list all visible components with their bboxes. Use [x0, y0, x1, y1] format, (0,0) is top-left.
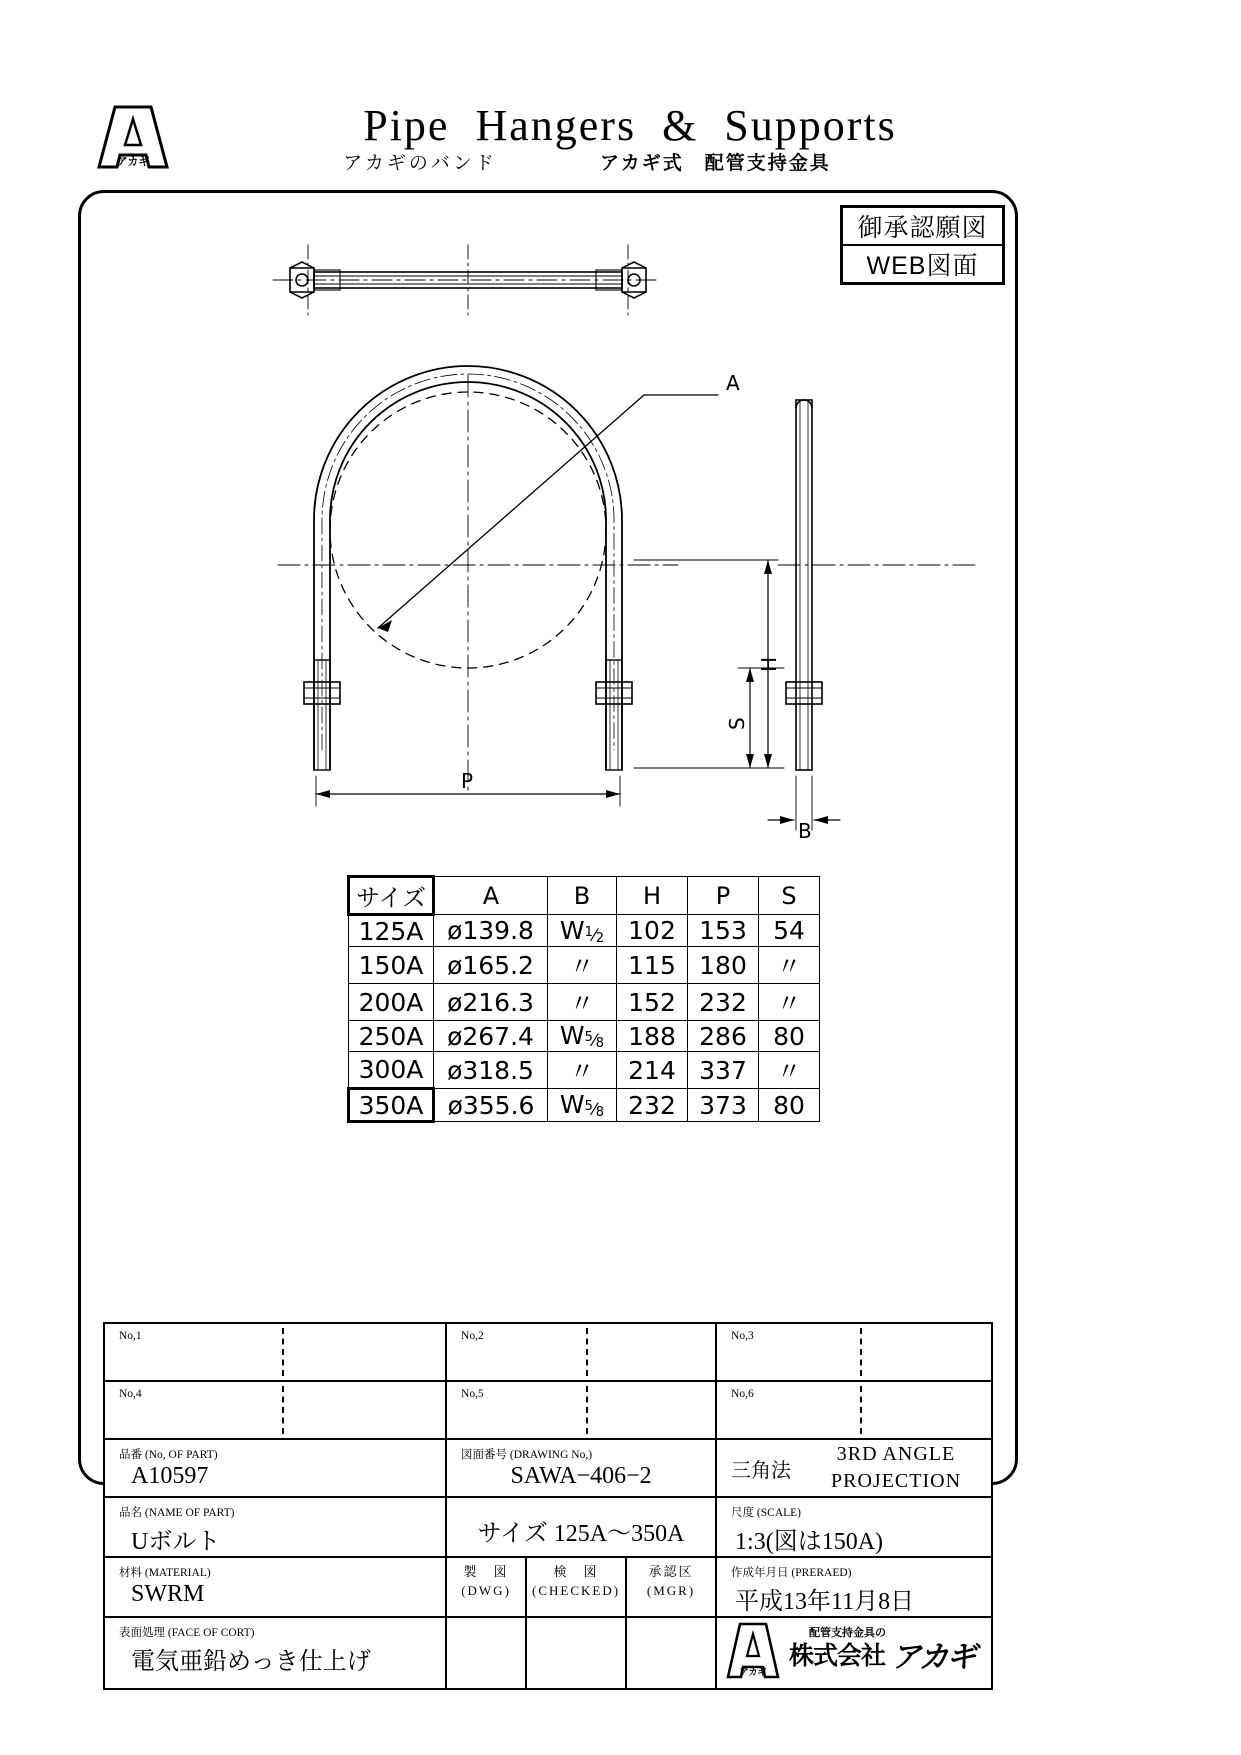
signature-dwg-box[interactable] — [446, 1617, 526, 1689]
revision-cell-5: No,5 — [446, 1381, 716, 1439]
table-row — [349, 1021, 820, 1052]
cell-divider — [282, 1386, 284, 1434]
signature-checked-box[interactable] — [526, 1617, 626, 1689]
col-header-size: サイズ — [349, 877, 434, 915]
size-range-cell — [446, 1497, 716, 1557]
cell-p: 153 — [688, 915, 759, 947]
cell-h: 115 — [617, 947, 688, 984]
cell-b: 〃 — [548, 947, 617, 984]
signature-mgr-box[interactable] — [626, 1617, 716, 1689]
stamp-line-1: 御承認願図 — [843, 208, 1002, 246]
title-block-row-no-lower — [104, 1381, 992, 1439]
cell-b: 〃 — [548, 984, 617, 1021]
cell-size: 125A — [349, 915, 434, 947]
cell-size: 350A — [349, 1089, 434, 1122]
signature-dwg-header: 製 図 (DWG) — [446, 1557, 526, 1617]
cell-p: 373 — [688, 1089, 759, 1122]
cell-h: 152 — [617, 984, 688, 1021]
cell-s: 54 — [759, 915, 820, 947]
drawing-number-cell: 図面番号 (DRAWING No,) SAWA−406−2 — [446, 1439, 716, 1497]
header-subtitle-left: アカギのバンド — [343, 153, 497, 174]
scale-value: 1:3(図は150A) — [735, 1529, 884, 1555]
cell-a: ø267.4 — [434, 1021, 548, 1052]
title-block — [103, 1322, 993, 1690]
revision-cell-4: No,4 — [104, 1381, 446, 1439]
svg-text:アカギ: アカギ — [739, 1667, 767, 1678]
cell-size: 200A — [349, 984, 434, 1021]
cell-p: 180 — [688, 947, 759, 984]
dimension-label-B: B — [798, 819, 812, 843]
cell-b: $W^5⁄_8$ — [548, 1089, 617, 1122]
cell-p: 232 — [688, 984, 759, 1021]
signature-checked-header: 検 図 (CHECKED) — [526, 1557, 626, 1617]
cell-s: 〃 — [759, 947, 820, 984]
cell-size: 300A — [349, 1052, 434, 1089]
svg-text:アカギ: アカギ — [116, 155, 150, 168]
cell-size: 150A — [349, 947, 434, 984]
company-logo-cell — [716, 1617, 992, 1689]
title-block-row-surface — [104, 1617, 992, 1689]
dimension-label-P: P — [461, 769, 474, 793]
material-value: SWRM — [131, 1581, 205, 1607]
cell-divider — [282, 1328, 284, 1376]
material-cell: 材料 (MATERIAL) SWRM — [104, 1557, 446, 1617]
title-block-row-material — [104, 1557, 992, 1617]
surface-treatment-value: 電気亜鉛めっき仕上げ — [131, 1649, 371, 1675]
cell-s: 80 — [759, 1089, 820, 1122]
cell-h: 102 — [617, 915, 688, 947]
revision-cell-1: No,1 — [104, 1323, 446, 1381]
revision-cell-2: No,2 — [446, 1323, 716, 1381]
cell-divider — [586, 1386, 588, 1434]
col-header-p: P — [688, 877, 759, 915]
cell-h: 188 — [617, 1021, 688, 1052]
company-tagline: 配管支持金具の — [809, 1627, 887, 1639]
table-row — [349, 1052, 820, 1089]
title-block-row-part-name — [104, 1497, 992, 1557]
signature-mgr-header: 承認区 (MGR) — [626, 1557, 716, 1617]
table-row — [349, 1089, 820, 1122]
front-view — [278, 366, 778, 806]
title-block-row-part-no — [104, 1439, 992, 1497]
stamp-line-2: WEB図面 — [866, 252, 979, 280]
cell-h: 232 — [617, 1089, 688, 1122]
revision-cell-3: No,3 — [716, 1323, 992, 1381]
surface-treatment-cell: 表面処理 (FACE OF CORT) 電気亜鉛めっき仕上げ — [104, 1617, 446, 1689]
projection-method-cell — [716, 1439, 992, 1497]
col-header-b: B — [548, 877, 617, 915]
part-number-cell: 品番 (No, OF PART) A10597 — [104, 1439, 446, 1497]
cell-b: $W^1⁄_2$ — [548, 915, 617, 947]
page-title: Pipe Hangers & Supports — [363, 101, 897, 150]
cell-h: 214 — [617, 1052, 688, 1089]
col-header-a: A — [434, 877, 548, 915]
col-header-h: H — [617, 877, 688, 915]
date-value: 平成13年11月8日 — [735, 1589, 915, 1615]
cell-p: 286 — [688, 1021, 759, 1052]
revision-cell-6: No,6 — [716, 1381, 992, 1439]
cell-a: ø355.6 — [434, 1089, 548, 1122]
cell-a: ø318.5 — [434, 1052, 548, 1089]
cell-size: 250A — [349, 1021, 434, 1052]
akagi-a-logo-icon — [95, 105, 171, 173]
sheet-header — [0, 100, 1241, 190]
scale-cell: 尺度 (SCALE) 1:3(図は150A) — [716, 1497, 992, 1557]
cell-a: ø139.8 — [434, 915, 548, 947]
part-name-value: Uボルト — [131, 1529, 221, 1555]
drawing-number-value: SAWA−406−2 — [510, 1463, 652, 1489]
size-range-value: サイズ 125A〜350A — [477, 1521, 685, 1547]
cell-s: 80 — [759, 1021, 820, 1052]
col-header-s: S — [759, 877, 820, 915]
part-number-value: A10597 — [131, 1463, 209, 1489]
table-row — [349, 915, 820, 947]
cell-b: 〃 — [548, 1052, 617, 1089]
top-view — [273, 245, 658, 315]
dimension-label-A: A — [726, 371, 740, 395]
cell-a: ø165.2 — [434, 947, 548, 984]
company-brand-mark: アカギ — [891, 1640, 975, 1675]
side-view — [738, 400, 978, 830]
cell-divider — [860, 1328, 862, 1376]
projection-label-en: 3RD ANGLE PROJECTION — [831, 1443, 962, 1492]
title-block-row-no-upper — [104, 1323, 992, 1381]
header-subtitle-right: アカギ式 配管支持金具 — [600, 153, 831, 174]
dimension-label-S: S — [725, 717, 749, 730]
cell-s: 〃 — [759, 1052, 820, 1089]
cell-b: $W^5⁄_8$ — [548, 1021, 617, 1052]
table-row — [349, 984, 820, 1021]
date-cell: 作成年月日 (PRERAED) 平成13年11月8日 — [716, 1557, 992, 1617]
table-header-row — [349, 877, 820, 915]
dimension-label-H: H — [757, 656, 781, 672]
cell-divider — [586, 1328, 588, 1376]
cell-s: 〃 — [759, 984, 820, 1021]
company-name: 株式会社 — [789, 1641, 886, 1670]
dimension-table — [347, 875, 820, 1123]
table-row — [349, 947, 820, 984]
cell-a: ø216.3 — [434, 984, 548, 1021]
cell-p: 337 — [688, 1052, 759, 1089]
projection-label-jp: 三角法 — [731, 1459, 792, 1482]
part-name-cell: 品名 (NAME OF PART) Uボルト — [104, 1497, 446, 1557]
cell-divider — [860, 1386, 862, 1434]
akagi-a-logo-icon — [725, 1622, 781, 1687]
